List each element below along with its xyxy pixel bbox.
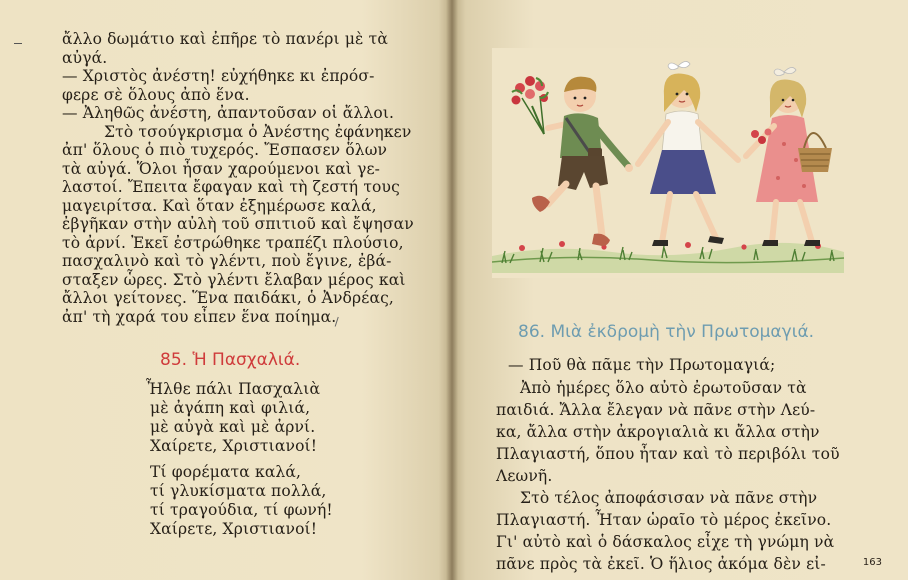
text-line: Πλαγιαστή. Ἦταν ὡραῖο τὸ μέρος ἐκεῖνο. [496, 511, 832, 529]
text-line: τὸ ἀρνί. Ἐκεῖ ἐστρώθηκε τραπέζι πλούσιο, [62, 234, 404, 252]
text-line: ἀπ' ὅλους ὁ πιὸ τυχερός. Ἔσπασεν ὅλων [62, 141, 388, 159]
poem-line: Χαίρετε, Χριστιανοί! [150, 520, 318, 538]
book-gutter [446, 0, 458, 580]
text-line: μαγειρίτσα. Καὶ ὅταν ἐξημέρωσε καλά, [62, 197, 377, 215]
text-line: — Χριστὸς ἀνέστη! εὐχήθηκε κι ἐπρόσ- [62, 67, 375, 85]
text-line: παιδιά. Ἄλλα ἔλεγαν νὰ πᾶνε στὴν Λεύ- [496, 401, 816, 419]
text-line: ἄλλο δωμάτιο καὶ ἐπῆρε τὸ πανέρι μὲ τὰ [62, 30, 388, 48]
poem-line: μὲ αὐγὰ καὶ μὲ ἀρνί. [150, 418, 316, 436]
text-line: ἄλλοι γείτονες. Ἕνα παιδάκι, ὁ Ἀνδρέας, [62, 289, 394, 307]
text-line: Ἀπὸ ἡμέρες ὅλο αὐτὸ ἐρωτοῦσαν τὰ [520, 379, 807, 397]
text-line: ἐβγῆκαν στὴν αὐλὴ τοῦ σπιτιοῦ καὶ ἔψησαν [62, 215, 414, 233]
poem-line: Ἦλθε πάλι Πασχαλιὰ [146, 380, 321, 398]
pen-mark [335, 317, 347, 329]
section-heading-86: 86. Μιὰ ἐκδρομὴ τὴν Πρωτομαγιά. [518, 322, 815, 342]
text-line: πᾶνε πρὸς τὰ ἐκεῖ. Ὁ ἥλιος ἀκόμα δὲν εἰ- [496, 555, 826, 573]
text-line: Στὸ τσούγκρισμα ὁ Ἀνέστης ἐφάνηκεν [104, 123, 412, 141]
text-line: φερε σὲ ὅλους ἀπὸ ἕνα. [62, 86, 250, 104]
text-line: — Ποῦ θὰ πᾶμε τὴν Πρωτομαγιά; [508, 356, 776, 374]
text-line: σταξεν ὧρες. Στὸ γλέντι ἔλαβαν μέρος καὶ [62, 271, 406, 289]
text-line: ἀπ' τὴ χαρά του εἶπεν ἕνα ποίημα. [62, 308, 337, 326]
text-line: λαστοί. Ἔπειτα ἔφαγαν καὶ τὴ ζεστή τους [62, 178, 400, 196]
left-page [0, 0, 452, 580]
text-line: τὰ αὐγά. Ὅλοι ἦσαν χαρούμενοι καὶ γε- [62, 160, 381, 178]
poem-line: τί τραγούδια, τί φωνή! [150, 501, 333, 519]
children-illustration [492, 48, 844, 278]
text-line: — Ἀληθῶς ἀνέστη, ἀπαντοῦσαν οἱ ἄλλοι. [62, 104, 395, 122]
margin-mark [14, 43, 22, 44]
text-line: αὐγά. [62, 49, 108, 67]
page-number: 163 [862, 557, 882, 568]
section-heading-85: 85. Ἡ Πασχαλιά. [160, 350, 301, 370]
text-line: Λεωνῆ. [496, 467, 553, 485]
poem-line: Χαίρετε, Χριστιανοί! [150, 437, 318, 455]
text-line: Πλαγιαστή, ὅπου ἦταν καὶ τὸ περιβόλι τοῦ [496, 445, 840, 463]
text-line: Στὸ τέλος ἀποφάσισαν νὰ πᾶνε στὴν [520, 489, 818, 507]
right-page [452, 0, 908, 580]
text-line: πασχαλινὸ καὶ τὸ γλέντι, ποὺ ἔγινε, ἐβά- [62, 252, 392, 270]
text-line: Γι' αὐτὸ καὶ ὁ δάσκαλος εἶχε τὴ γνώμη νὰ [496, 533, 835, 551]
poem-line: Τί φορέματα καλά, [150, 463, 302, 481]
poem-line: μὲ ἀγάπη καὶ φιλιά, [150, 399, 311, 417]
text-line: κα, ἄλλα στὴν ἀκρογιαλιὰ κι ἄλλα στὴν [496, 423, 820, 441]
poem-line: τί γλυκίσματα πολλά, [150, 482, 327, 500]
